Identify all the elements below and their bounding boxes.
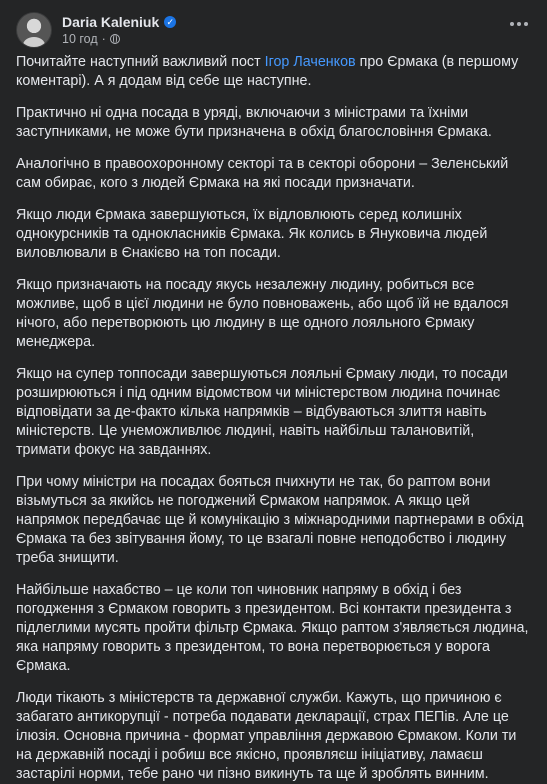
mention-link[interactable]: Ігор Лаченков xyxy=(264,54,356,70)
verified-badge-icon: ✓ xyxy=(164,16,176,28)
post-paragraph: Аналогічно в правоохоронному секторі та в секторі оборони – Зеленський сам обирає, кого з людей Єрмака на які посади призначати. xyxy=(16,156,509,191)
paragraph-text: Почитайте наступний важливий пост xyxy=(16,54,265,70)
author-meta xyxy=(62,14,176,46)
post-paragraph: При чому міністри на посадах бояться пчихнути не так, бо раптом вони візьмуться за якийсь не погоджений Єрмаком напрямок. А якщо цей напрямок передбачає ще й комунікацію з міжнародними партнерами в обхід Єрмака та без звітування йому, то це взагалі повне неподобство і людину треба знищити. xyxy=(16,474,524,566)
post-paragraph: Найбільше нахабство – це коли топ чиновник напряму в обхід і без погодження з Єрмаком говорить з президентом. Всі контакти президента з підлеглими мусять пройти фільтр Єрмака. Якщо раптом з'являється людина, яка напряму говорить з президентом, то вона перетворюється у ворога Єрмака. xyxy=(16,582,529,674)
more-options-button[interactable] xyxy=(507,14,531,34)
post-paragraph: Люди тікають з міністерств та державної служби. Кажуть, що причиною є забагато антикорупції - потреба подавати декларації, страх ПЕПів. Але це ілюзія. Основна причина - формат управління державою Єрмаком. Коли ти на державній посаді і робиш все якісно, проявляєш ініціативу, ламаєш застарілі норми, тебе рано чи пізно викинуть та ще й зроблять винним. xyxy=(16,690,517,782)
author-avatar[interactable] xyxy=(16,12,52,48)
more-dots-icon xyxy=(517,22,521,26)
separator-dot: · xyxy=(101,32,106,46)
post-body xyxy=(16,53,531,784)
more-dots-icon xyxy=(524,22,528,26)
globe-icon[interactable] xyxy=(110,34,120,44)
post-paragraph: Якщо призначають на посаду якусь незалежну людину, робиться все можливе, щоб в цієї людини не було повноважень, або щоб їй не вдалося нічого, або перетворюють цю людину в ще одного лояльного Єрмаку менеджера. xyxy=(16,277,509,350)
post-header xyxy=(16,10,531,50)
post-paragraph: Якщо люди Єрмака завершуються, їх відловлюють серед колишніх однокурсників та однокласників Єрмака. Як колись в Януковича людей виловлювали в Єнакієво на топ посади. xyxy=(16,207,488,261)
post-paragraph: Якщо на супер топпосади завершуються лояльні Єрмаку люди, то посади розширюються і під одним відомством чи міністерством людина починає відповідати за де-факто кілька напрямків – відбуваються злиття навіть міністерств. Це унеможливлює людині, навіть найбільш талановитій, тримати фокус на завданнях. xyxy=(16,366,508,458)
post-timestamp[interactable]: 10 год xyxy=(62,32,98,46)
post-time-row xyxy=(62,32,176,46)
more-dots-icon xyxy=(510,22,514,26)
author-name[interactable]: Daria Kaleniuk xyxy=(62,14,160,30)
post-paragraph: Практично ні одна посада в уряді, включаючи з міністрами та їхніми заступниками, не може бути призначена в обхід благословіння Єрмака. xyxy=(16,105,492,140)
post-paragraph xyxy=(16,53,531,91)
paragraph-text: про Єрмака (в першому коментарі). А я додам від себе ще наступне. xyxy=(16,54,519,89)
author-name-row xyxy=(62,14,176,30)
